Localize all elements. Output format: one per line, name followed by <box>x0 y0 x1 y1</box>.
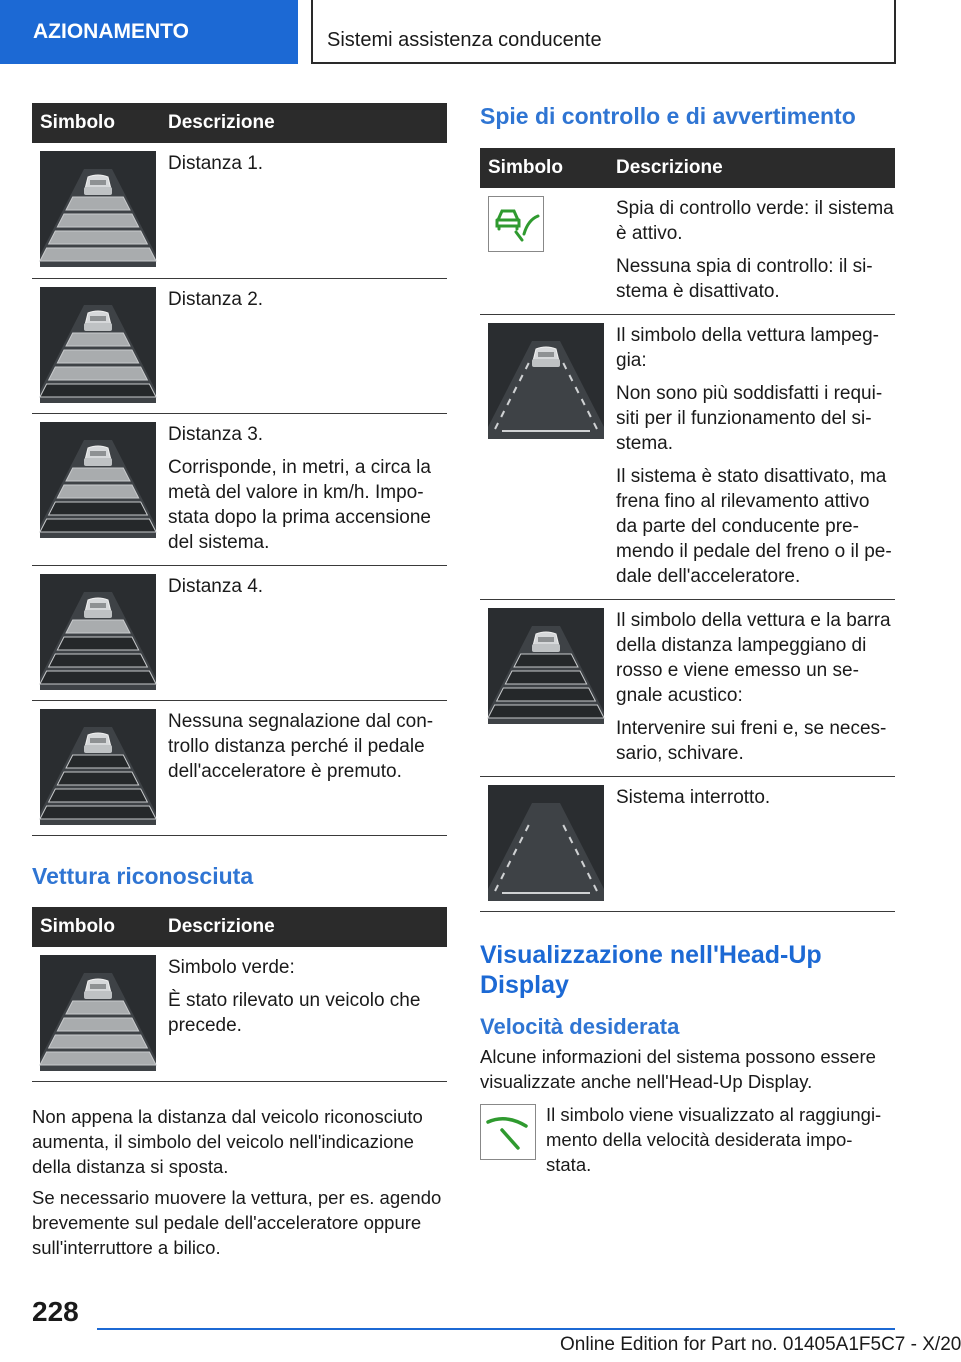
table-row <box>480 188 895 315</box>
distance-3-icon <box>40 422 156 538</box>
section-heading-recognized: Vettura riconosciuta <box>32 863 254 889</box>
section-tab: AZIONAMENTO <box>0 0 298 64</box>
chapter-title: Sistemi assistenza conducente <box>327 29 602 51</box>
row-text: Distanza 4. <box>168 576 264 597</box>
distance-2-icon <box>40 287 156 403</box>
right-column <box>480 96 895 1183</box>
row-text: Il simbolo della vettura e la barra della distanza lampeggiano di rosso e viene emesso un se-gnale acustico: <box>616 610 891 706</box>
vehicle-green-icon <box>40 955 156 1071</box>
row-text: Non sono più soddisfatti i requi-siti per il funzionamento del si-stema. <box>616 383 883 454</box>
table-row <box>480 777 895 912</box>
acc-indicator-icon <box>488 196 544 252</box>
hud-intro: Alcune informazioni del sistema possono essere visualizzate anche nell'Head-Up Display. <box>480 1046 876 1092</box>
vehicle-flashing-icon <box>488 323 604 439</box>
col-header-symbol: Simbolo <box>32 103 164 143</box>
system-interrupted-icon <box>488 785 604 901</box>
hud-note-text: Il simbolo viene visualizzato al raggiungi-mento della velocità desiderata impo-stata. <box>546 1104 882 1175</box>
row-text: Intervenire sui freni e, se neces-sario, schivare. <box>616 718 887 764</box>
distance-4-icon <box>40 574 156 690</box>
row-text: Corrisponde, in metri, a circa la metà del valore in km/h. Impo-stata dopo la prima accensione del sistema. <box>168 457 431 553</box>
recognized-table <box>32 907 447 1082</box>
table-row <box>32 143 447 279</box>
row-text: È stato rilevato un veicolo che precede. <box>168 990 421 1036</box>
table-row <box>32 414 447 566</box>
row-text: Simbolo verde: <box>168 957 295 978</box>
col-header-description: Descrizione <box>612 148 895 188</box>
chapter-title-box <box>311 0 896 64</box>
section-heading-warnings: Spie di controllo e di avvertimento <box>480 103 856 129</box>
row-text: Distanza 2. <box>168 289 264 310</box>
table-row <box>32 279 447 414</box>
page-number: 228 <box>32 1296 79 1327</box>
table-row <box>32 701 447 836</box>
row-text: Distanza 3. <box>168 424 264 445</box>
row-text: Il simbolo della vettura lampeg-gia: <box>616 325 879 371</box>
table-row <box>32 947 447 1082</box>
distance-table <box>32 103 447 836</box>
table-row <box>480 315 895 600</box>
col-header-symbol: Simbolo <box>480 148 612 188</box>
vehicle-red-bar-icon <box>488 608 604 724</box>
row-text: Nessuna segnalazione dal con-trollo distanza perché il pedale dell'acceleratore è premuto. <box>168 711 434 782</box>
hud-speed-icon <box>480 1104 536 1160</box>
no-distance-icon <box>40 709 156 825</box>
body-paragraph: Non appena la distanza dal veicolo riconosciuto aumenta, il simbolo del veicolo nell'indicazione della distanza si sposta. <box>32 1106 423 1177</box>
distance-1-icon <box>40 151 156 267</box>
row-text: Spia di controllo verde: il sistema è attivo. <box>616 198 894 244</box>
footer-edition: Online Edition for Part no. 01405A1F5C7 - X/20 <box>560 1334 961 1355</box>
col-header-symbol: Simbolo <box>32 907 164 947</box>
subheading-desired-speed: Velocità desiderata <box>480 1014 680 1039</box>
left-column <box>32 103 447 1266</box>
section-heading-hud: Visualizzazione nell'Head-Up Display <box>480 941 822 999</box>
col-header-description: Descrizione <box>164 103 447 143</box>
row-text: Sistema interrotto. <box>616 787 771 808</box>
hud-note <box>480 1104 895 1183</box>
row-text: Distanza 1. <box>168 153 264 174</box>
warnings-table <box>480 148 895 912</box>
row-text: Nessuna spia di controllo: il si-stema è disattivato. <box>616 256 873 302</box>
body-paragraph: Se necessario muovere la vettura, per es. agendo brevemente sul pedale dell'acceleratore oppure sull'interruttore a bilico. <box>32 1187 442 1258</box>
table-row <box>480 600 895 777</box>
col-header-description: Descrizione <box>164 907 447 947</box>
footer-rule <box>97 1328 895 1330</box>
row-text: Il sistema è stato disattivato, ma frena fino al rilevamento attivo da parte del conducente pre-mendo il pedale del freno o il pe-dale dell'acceleratore. <box>616 466 892 587</box>
table-row <box>32 566 447 701</box>
